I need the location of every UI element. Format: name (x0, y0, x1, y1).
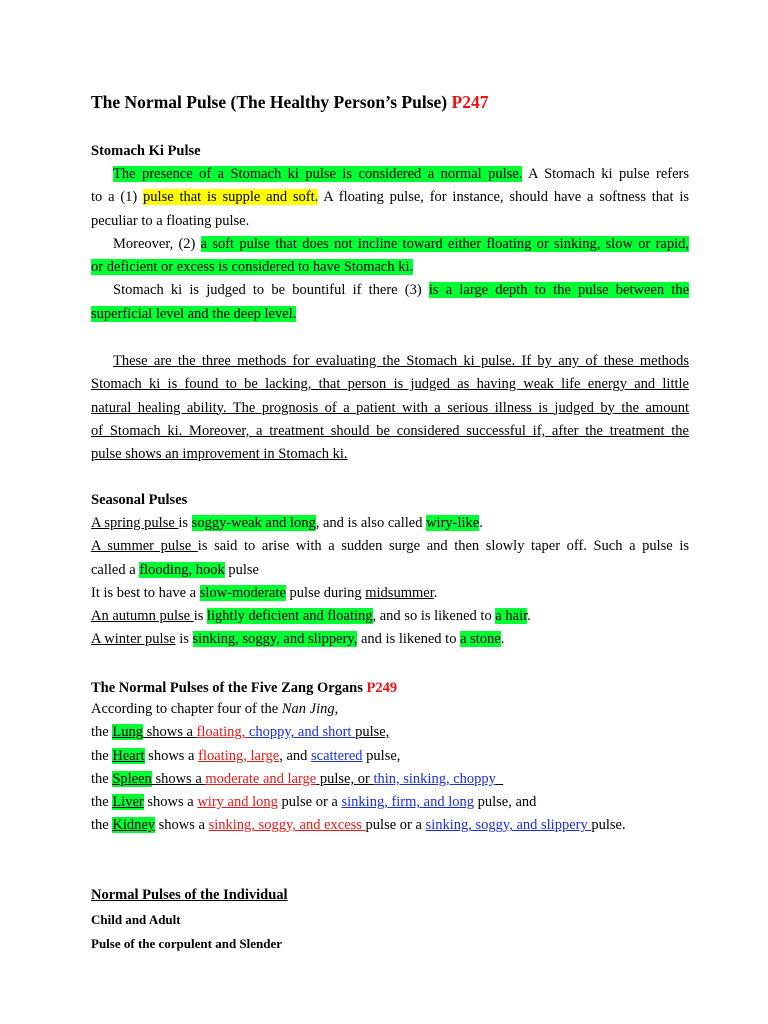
text-line (91, 512, 689, 535)
highlight-green: a soft pulse that does not incline toward either floating or sinking, slow or rapid, (200, 235, 690, 252)
organ-name: Lung (112, 724, 143, 741)
text-span: Stomach ki is found to be lacking, that person is judged as having weak life energy and little (91, 376, 689, 393)
text-span: to a (1) (91, 189, 144, 206)
text-span: peculiar to a floating pulse. (91, 212, 250, 229)
red-text: floating, (196, 724, 249, 741)
five-zang-paragraph (91, 698, 689, 838)
text-line (91, 163, 689, 186)
text-span: A spring pulse (91, 515, 179, 531)
text-span: . (527, 608, 531, 625)
text-span: . (479, 515, 483, 531)
highlight-green: sinking, soggy, and slippery, (192, 631, 358, 648)
highlight-green: superficial level and the deep level. (91, 305, 297, 322)
text-span: the (91, 724, 113, 741)
text-line (91, 420, 689, 443)
text-span: shows a (151, 770, 206, 787)
methods-paragraph (91, 350, 689, 466)
text-line (91, 256, 689, 279)
text-line (91, 443, 689, 466)
text-span: pulse, and (474, 794, 537, 811)
text-span: natural healing ability. The prognosis of a patient with a serious illness is judged by the amount (91, 399, 689, 416)
organ-line-liver (91, 791, 689, 814)
text-span: midsummer (365, 584, 434, 601)
text-span: shows a (144, 747, 199, 764)
organ-name: Kidney (112, 817, 156, 834)
text-span: pulse or a (277, 794, 342, 811)
highlight-green: is a large depth to the pulse between the (428, 282, 690, 299)
text-span: is (193, 608, 207, 625)
text-line (91, 559, 689, 582)
text-span: the (91, 747, 113, 764)
organ-name: Spleen (112, 770, 152, 787)
text-line (91, 698, 689, 721)
text-span: called a (91, 561, 140, 578)
highlight-green: a stone (460, 631, 501, 648)
organ-line-lung (91, 721, 689, 744)
blue-text: sinking, soggy, and slippery (425, 817, 592, 834)
text-span: Moreover, (2) (113, 235, 201, 252)
text-line (91, 186, 689, 209)
section-heading-individual: Normal Pulses of the Individual (91, 887, 288, 903)
text-span: pulse, (362, 747, 401, 764)
text-span: A winter pulse (91, 631, 176, 648)
text-span: An autumn pulse (91, 608, 194, 625)
organ-line-spleen (91, 768, 689, 791)
organ-line-kidney (91, 814, 689, 837)
text-line (91, 350, 689, 373)
stomach-ki-paragraph (91, 163, 689, 326)
red-text: floating, large (198, 747, 280, 764)
text-span: It is best to have a (91, 584, 200, 601)
text-span: , and so is likened to (372, 608, 496, 625)
text-line (91, 582, 689, 605)
text-span: pulse shows an improvement in Stomach ki. (91, 446, 348, 463)
text-span: is said to arise with a sudden surge and then slowly taper off. Such a pulse is (197, 538, 690, 555)
highlight-green: or deficient or excess is considered to have Stomach ki. (91, 259, 414, 276)
page-reference: P247 (451, 92, 489, 112)
text-span: is (178, 515, 192, 531)
highlight-green: lightly deficient and floating (207, 608, 373, 625)
section-heading-stomach-ki: Stomach Ki Pulse (91, 143, 201, 159)
text-span: , and (279, 747, 312, 764)
text-span: Stomach ki is judged to be bountiful if there (3) (113, 282, 429, 299)
text-span: is (175, 631, 193, 648)
blue-text: sinking, firm, and long (341, 794, 475, 811)
text-span: According to chapter four of the (91, 701, 282, 717)
text-span: pulse during (285, 584, 366, 601)
text-line (91, 605, 689, 628)
organ-name: Liver (112, 794, 144, 811)
text-span: pulse, (355, 724, 390, 741)
blue-text: scattered (311, 747, 363, 764)
text-line (91, 233, 689, 256)
text-line (91, 535, 689, 558)
text-span: A summer pulse (91, 538, 198, 555)
text-span: pulse or a (365, 817, 426, 834)
text-span: shows a (155, 817, 209, 834)
text-span: shows a (142, 724, 197, 741)
section-heading-seasonal: Seasonal Pulses (91, 492, 188, 508)
blue-text: choppy, and short (248, 724, 356, 741)
text-span: These are the three methods for evaluating the Stomach ki pulse. If by any of these methods (113, 353, 689, 369)
text-span: pulse (224, 561, 259, 578)
text-span: pulse. (591, 817, 626, 834)
text-span: . (500, 631, 505, 648)
highlight-green: a hair (495, 608, 528, 625)
red-text: sinking, soggy, and excess (208, 817, 366, 834)
text-line (91, 279, 689, 302)
text-line (91, 628, 689, 651)
text-span: the (91, 817, 113, 834)
text-span: the (91, 794, 113, 811)
organ-line-heart (91, 745, 689, 768)
text-line (91, 397, 689, 420)
red-text: wiry and long (197, 794, 278, 811)
text-line (91, 373, 689, 396)
page-reference: P249 (366, 680, 398, 696)
text-span: pulse, or (316, 770, 374, 787)
seasonal-paragraph (91, 512, 689, 652)
highlight-green: The presence of a Stomach ki pulse is considered a normal pulse. (113, 166, 523, 182)
highlight-green: flooding, hook (139, 561, 225, 578)
book-title: Nan Jing (281, 701, 335, 717)
text-span: A Stomach ki pulse refers (527, 166, 689, 182)
section-heading-five-zang (91, 680, 397, 697)
subheading-child-adult: Child and Adult (91, 912, 181, 927)
text-span: and is likened to (357, 631, 461, 648)
text-span: , and is also called (315, 515, 427, 531)
organ-name: Heart (112, 747, 145, 764)
heading-text: The Normal Pulses of the Five Zang Organs (91, 680, 367, 696)
highlight-green: soggy-weak and long (191, 515, 316, 531)
highlight-yellow: pulse that is supple and soft. (143, 189, 319, 206)
text-span: . (433, 584, 438, 601)
text-span: shows a (143, 794, 198, 811)
text-span (496, 771, 503, 787)
subheading-corpulent-slender: Pulse of the corpulent and Slender (91, 936, 283, 951)
text-line (91, 210, 689, 233)
blue-text: thin, sinking, choppy (373, 770, 496, 787)
page-title (91, 92, 488, 113)
text-span: A floating pulse, for instance, should have a softness that is (323, 189, 689, 206)
highlight-green: wiry-like (426, 515, 480, 531)
highlight-green: slow-moderate (199, 584, 286, 601)
text-span: of Stomach ki. Moreover, a treatment should be considered successful if, after the treatment the (91, 422, 689, 439)
red-text: moderate and large (205, 770, 317, 787)
text-span: the (91, 770, 113, 787)
text-span: , (334, 701, 339, 717)
title-text: The Normal Pulse (The Healthy Person’s Pulse) (91, 92, 452, 112)
text-line (91, 303, 689, 326)
